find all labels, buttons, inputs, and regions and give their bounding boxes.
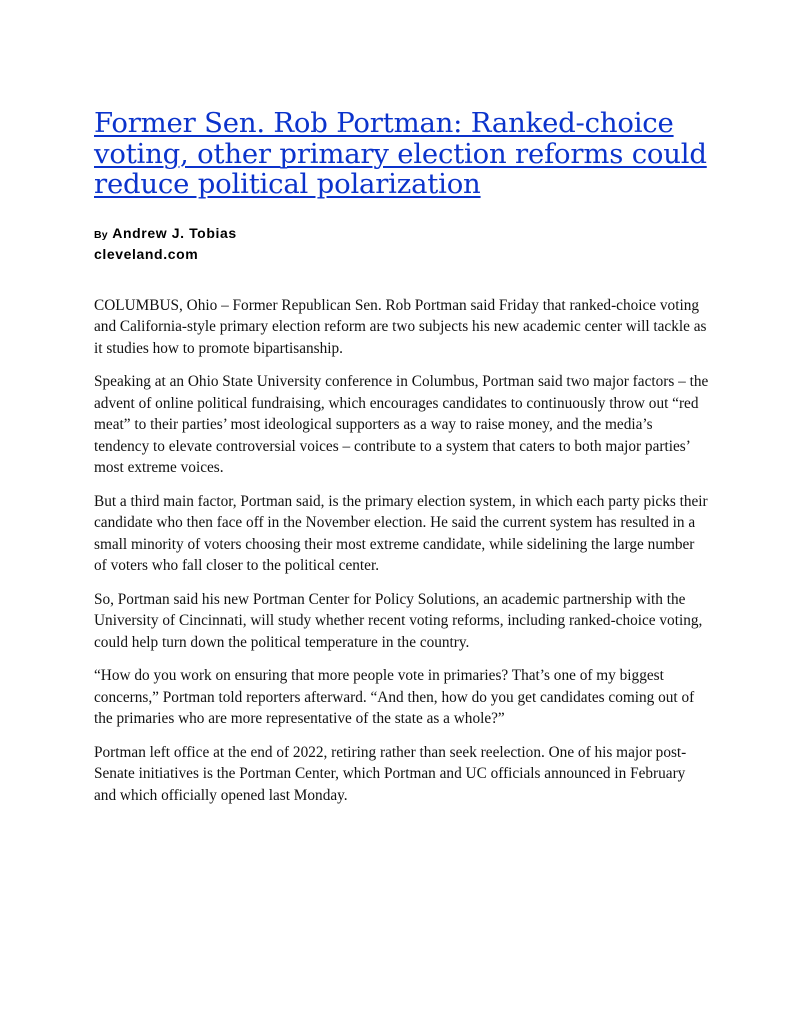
article-paragraph: Portman left office at the end of 2022, retiring rather than seek reelection. One of his major post-Senate initiatives is the Portman Center, which Portman and UC officials announced in February and which officially opened last Monday. — [94, 743, 687, 804]
article-paragraph: “How do you work on ensuring that more people vote in primaries? That’s one of my biggest concerns,” Portman told reporters afterward. “And then, how do you get candidates coming out of the primaries who are more representative of the state as a whole?” — [94, 667, 695, 727]
author-name: Andrew J. Tobias — [112, 224, 237, 241]
document-page — [94, 108, 710, 818]
headline-link[interactable]: Former Sen. Rob Portman: Ranked-choice voting, other primary election reforms could reduce political polarization — [94, 107, 707, 200]
article-body — [94, 295, 710, 807]
article-paragraph: But a third main factor, Portman said, is the primary election system, in which each party picks their candidate who then face off in the November election. He said the current system has resulted in a small minority of voters choosing their most extreme candidate, while sidelining the large number of voters who fall closer to the political center. — [94, 492, 708, 574]
byline — [94, 224, 710, 264]
article-paragraph: Speaking at an Ohio State University conference in Columbus, Portman said two major factors – the advent of online political fundraising, which encourages candidates to continuously throw out “red meat” to their parties’ most ideological supporters as a way to raise money, and the media’s tendency to elevate controversial voices – contribute to a system that caters to both major parties’ most extreme voices. — [94, 373, 709, 476]
article-paragraph: So, Portman said his new Portman Center for Policy Solutions, an academic partnership with the University of Cincinnati, will study whether recent voting reforms, including ranked-choice voting, could help turn down the political temperature in the country. — [94, 590, 703, 651]
byline-prefix: By — [94, 228, 108, 241]
publication-name: cleveland.com — [94, 245, 199, 262]
article-paragraph: COLUMBUS, Ohio – Former Republican Sen. Rob Portman said Friday that ranked-choice voting and California-style primary election reform are two subjects his new academic center will tackle as it studies how to promote bipartisanship. — [94, 296, 707, 357]
byline-author-line — [94, 224, 710, 245]
article-headline — [94, 108, 710, 200]
